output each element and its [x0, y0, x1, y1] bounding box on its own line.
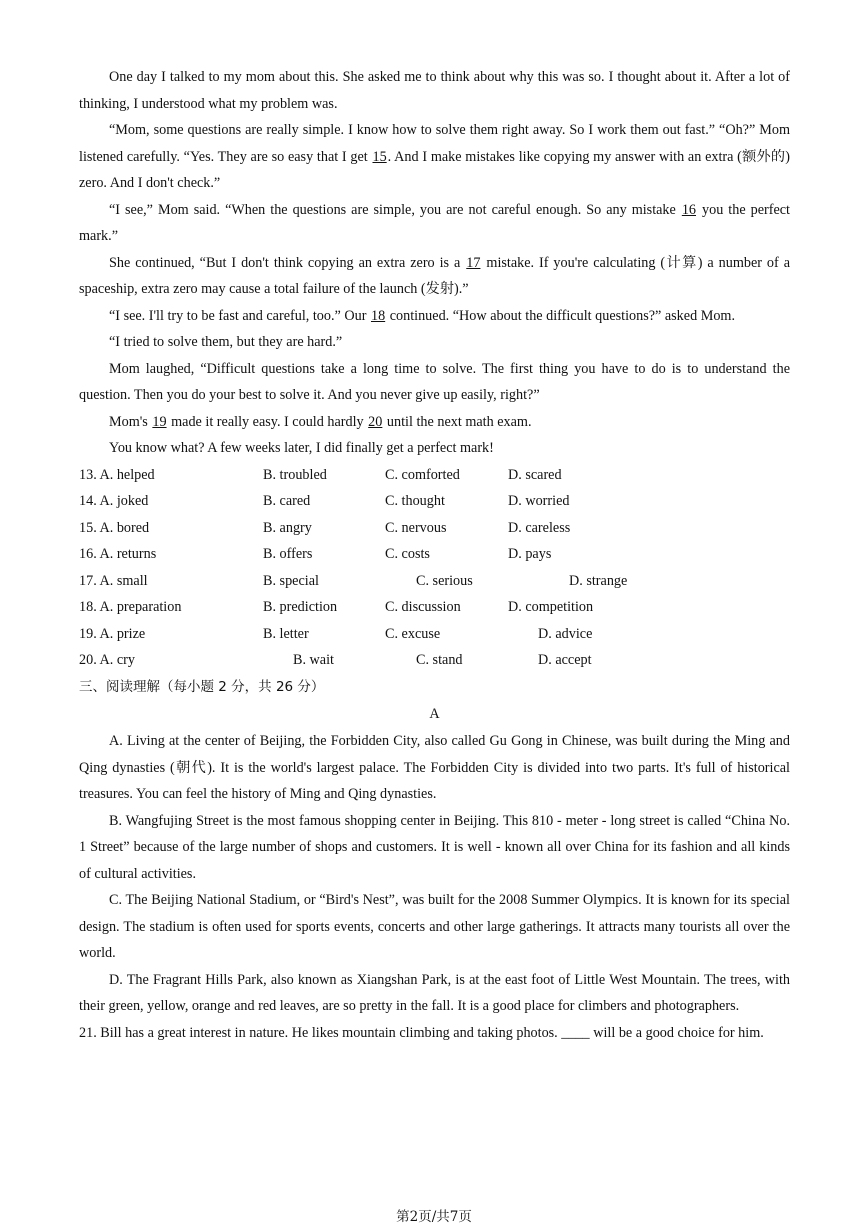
option-a: 17. A. small: [79, 572, 148, 589]
option-d: D. advice: [538, 625, 593, 642]
question-row: [79, 647, 790, 674]
option-c: C. costs: [385, 546, 430, 562]
option-a: 18. A. preparation: [79, 599, 182, 615]
paragraph: A. Living at the center of Beijing, the Forbidden City, also called Gu Gong in Chinese, was built during the Ming and Qing dynasties (朝代). It is the world's largest palace. The Forbidden City is divided into two parts. It's full of historical treasures. You can feel the history of Ming and Qing dynasties.: [79, 733, 790, 802]
paragraph: C. The Beijing National Stadium, or “Bird's Nest”, was built for the 2008 Summer Olympics. It is known for its special design. The stadium is often used for sports events, concerts and other large gatherings. It attracts many tourists all over the world.: [79, 892, 790, 961]
blank-15: 15: [372, 148, 387, 165]
exam-page: [79, 64, 790, 1046]
option-b: B. cared: [263, 493, 311, 509]
option-b: B. angry: [263, 519, 312, 536]
option-c: C. nervous: [385, 519, 447, 536]
question-row: [79, 488, 790, 515]
option-b: B. prediction: [263, 599, 338, 615]
question-row: [79, 515, 790, 542]
paragraph: Mom laughed, “Difficult questions take a long time to solve. The first thing you have to do is to understand the question. Then you do your best to solve it. And you never give up easily, right?”: [79, 360, 790, 403]
option-d: D. accept: [538, 652, 592, 668]
blank-19: 19: [152, 413, 167, 430]
paragraph: D. The Fragrant Hills Park, also known as Xiangshan Park, is at the east foot of Little West Mountain. The trees, with their green, yellow, orange and red leaves, are so pretty in the fall. It is a good place for climbers and photographers.: [79, 971, 790, 1014]
paragraph: You know what? A few weeks later, I did finally get a perfect mark!: [109, 440, 494, 456]
blank-20: 20: [368, 413, 383, 430]
option-a: 20. A. cry: [79, 652, 135, 668]
option-b: B. letter: [263, 625, 309, 642]
option-c: C. stand: [416, 652, 463, 668]
option-c: C. thought: [385, 493, 445, 509]
paragraph: She continued, “But I don't think copying an extra zero is a 17 mistake. If you're calculating (计算) a number of a spaceship, extra zero may cause a total failure of the launch (发射).”: [79, 254, 790, 297]
option-b: B. troubled: [263, 466, 327, 483]
paragraph: One day I talked to my mom about this. She asked me to think about why this was so. I thought about it. After a lot of thinking, I understood what my problem was.: [79, 69, 790, 112]
option-d: D. competition: [508, 599, 594, 615]
blank-17: 17: [466, 254, 481, 271]
paragraph: “I see,” Mom said. “When the questions are simple, you are not careful enough. So any mistake 16 you the perfect mark.”: [79, 201, 790, 244]
paragraph: “I see. I'll try to be fast and careful, too.” Our 18 continued. “How about the difficult questions?” asked Mom.: [109, 307, 736, 324]
section-title: 三、阅读理解（每小题 2 分，共 26 分）: [79, 678, 325, 695]
option-d: D. careless: [508, 519, 571, 536]
question-row: [79, 568, 790, 595]
question-row: [79, 621, 790, 648]
option-d: D. worried: [508, 493, 570, 509]
option-b: B. special: [263, 572, 319, 589]
question-row: [79, 541, 790, 568]
paragraph: “I tried to solve them, but they are hard.”: [109, 334, 343, 350]
option-c: C. serious: [416, 572, 473, 589]
option-a: 15. A. bored: [79, 519, 150, 536]
blank-18: 18: [370, 307, 386, 324]
option-c: C. comforted: [385, 466, 460, 483]
question-21: 21. Bill has a great interest in nature. He likes mountain climbing and taking photos. ____ will be a good choice for him.: [79, 1024, 764, 1041]
paragraph: B. Wangfujing Street is the most famous shopping center in Beijing. This 810 - meter - long street is called “China No. 1 Street” because of the large number of shops and customers. It is well - known all over China for its fashion and all kinds of cultural activities.: [79, 812, 790, 882]
option-a: 19. A. prize: [79, 625, 146, 642]
question-row: [79, 594, 790, 621]
blank-16: 16: [681, 201, 697, 218]
option-b: B. offers: [263, 546, 313, 562]
paragraph: Mom's 19 made it really easy. I could hardly 20 until the next math exam.: [109, 413, 532, 430]
option-d: D. strange: [569, 572, 628, 589]
question-row: [79, 462, 790, 489]
option-d: D. pays: [508, 546, 552, 562]
passage-label: A: [429, 706, 440, 722]
option-a: 13. A. helped: [79, 466, 155, 483]
option-d: D. scared: [508, 466, 562, 483]
option-c: C. excuse: [385, 625, 441, 642]
page-number: 第2页/共7页: [396, 1209, 472, 1225]
option-a: 16. A. returns: [79, 546, 157, 562]
paragraph: “Mom, some questions are really simple. I know how to solve them right away. So I work them out fast.” “Oh?” Mom listened carefully. “Yes. They are so easy that I get 15. And I make mistakes like copying my answer with an extra (额外的) zero. And I don't check.”: [79, 122, 790, 191]
option-c: C. discussion: [385, 599, 461, 615]
option-a: 14. A. joked: [79, 493, 149, 509]
option-b: B. wait: [293, 652, 334, 668]
question-list: [79, 462, 790, 674]
